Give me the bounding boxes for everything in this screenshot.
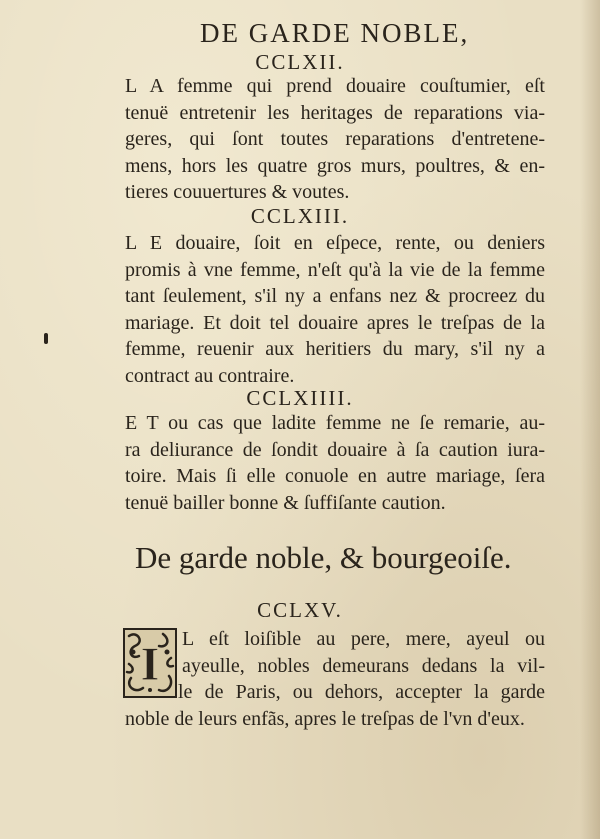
text-line: tenuë bailler bonne & ſuffiſante caution.	[125, 491, 446, 514]
text-line: E T ou cas que ladite femme ne ſe remarie, au-	[125, 412, 545, 434]
text-line: promis à vne femme, n'eſt qu'à la vie de la femme	[125, 258, 545, 281]
text-line: le de Paris, ou dehors, accepter la garde	[178, 681, 545, 703]
text-line: contract au contraire.	[125, 364, 295, 387]
article-text	[125, 706, 545, 733]
margin-ink-mark	[44, 333, 48, 344]
text-line: noble de leurs enfãs, apres le treſpas de l'vn d'eux.	[125, 707, 525, 730]
text-line: toire. Mais ſi elle conuole en autre mariage, ſera	[125, 465, 545, 487]
article-text	[182, 626, 545, 679]
article-number: CCLXIIII.	[246, 386, 354, 410]
article-number: CCLXV.	[257, 598, 343, 622]
page-edge-shadow	[580, 0, 600, 839]
article-text	[178, 679, 545, 706]
text-line: ra deliurance de ſondit douaire à ſa caution iura-	[125, 438, 545, 461]
article-text	[125, 230, 545, 389]
article-number: CCLXII.	[255, 50, 345, 74]
text-line: tieres couuertures & voutes.	[125, 181, 350, 203]
article-number: CCLXIII.	[250, 204, 350, 228]
running-head: DE GARDE NOBLE,	[200, 18, 470, 48]
article-text	[125, 410, 545, 516]
text-line: mens, hors les quatre gros murs, poultres, & en-	[125, 154, 545, 177]
drop-cap-letter: I	[140, 638, 160, 691]
text-line: L eſt loiſible au pere, mere, ayeul ou	[182, 628, 545, 650]
text-line: L A femme qui prend douaire couſtumier, eſt	[125, 75, 545, 97]
text-line: tant ſeulement, s'il ny a enfans nez & procreez du	[125, 285, 545, 307]
text-line: tenuë entretenir les heritages de reparations via-	[125, 101, 545, 124]
text-line: ayeulle, nobles demeurans dedans la vil-	[182, 654, 545, 677]
section-title: De garde noble, & bourgeoiſe.	[135, 540, 512, 575]
text-line: mariage. Et doit tel douaire apres le treſpas de la	[125, 311, 545, 334]
text-line: L E douaire, ſoit en eſpece, rente, ou deniers	[125, 232, 545, 254]
article-text	[125, 73, 545, 206]
text-line: geres, qui ſont toutes reparations d'entretene-	[125, 128, 545, 150]
text-line: femme, reuenir aux heritiers du mary, s'il ny a	[125, 338, 545, 360]
ornamental-drop-cap-icon	[123, 628, 177, 698]
